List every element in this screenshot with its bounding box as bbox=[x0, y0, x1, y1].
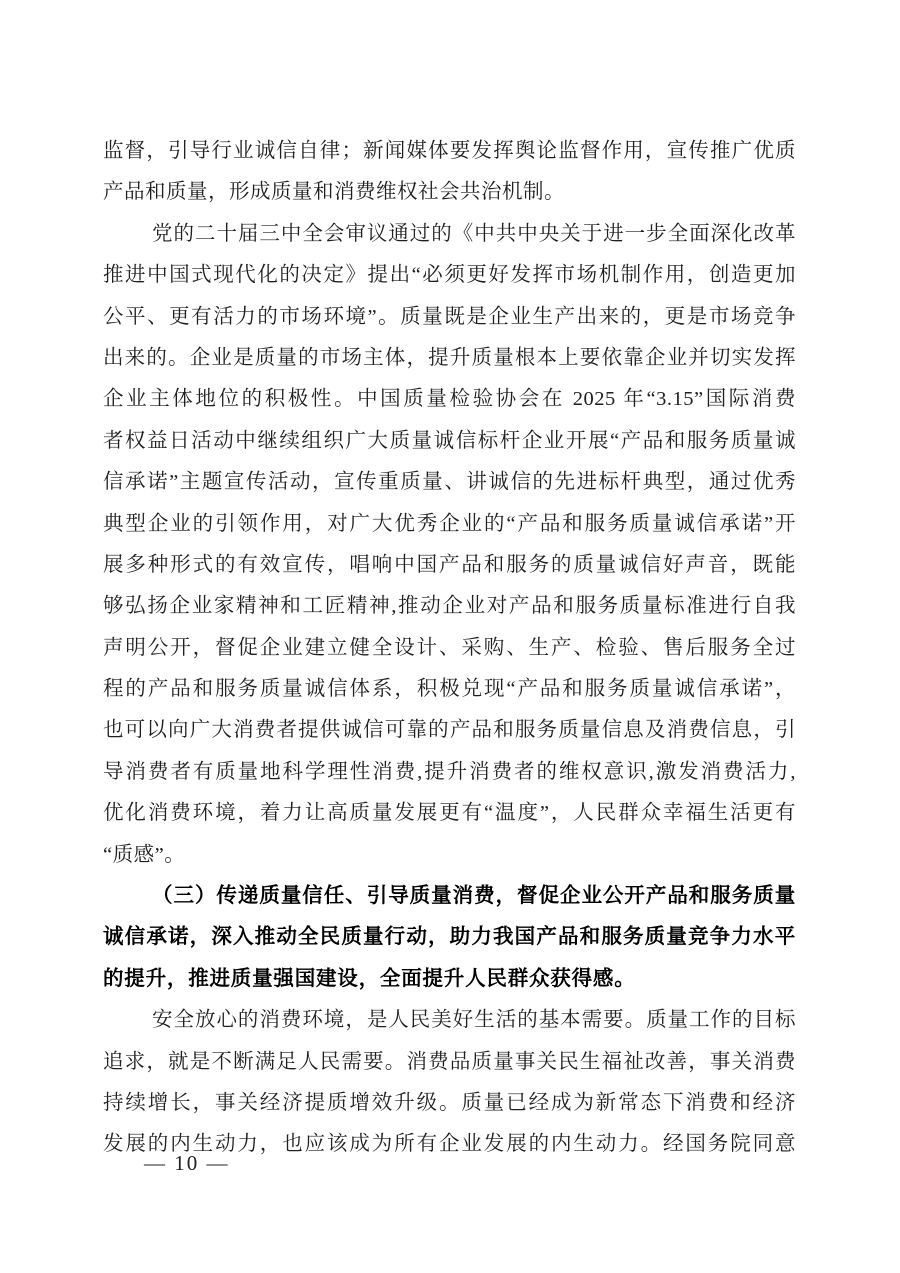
text-line-17: 优化消费环境，着力让高质量发展更有“温度”，人民群众幸福生活更有 bbox=[103, 802, 796, 825]
text-line-18: “质感”。 bbox=[103, 843, 186, 866]
text-line-7: 企业主体地位的积极性。中国质量检验协会在 2025 年“3.15”国际消费 bbox=[103, 388, 796, 411]
text-line-9: 信承诺”主题宣传活动，宣传重质量、讲诚信的先进标杆典型，通过优秀 bbox=[103, 471, 796, 494]
text-line-1: 监督，引导行业诚信自律；新闻媒体要发挥舆论监督作用，宣传推广优质 bbox=[103, 140, 796, 162]
text-line-15: 也可以向广大消费者提供诚信可靠的产品和服务质量信息及消费信息，引 bbox=[103, 719, 796, 742]
text-line-12: 够弘扬企业家精神和工匠精神,推动企业对产品和服务质量标准进行自我 bbox=[103, 595, 796, 618]
text-line-13: 声明公开，督促企业建立健全设计、采购、生产、检验、售后服务全过 bbox=[103, 636, 796, 659]
text-line-11: 展多种形式的有效宣传，唱响中国产品和服务的质量诚信好声音，既能 bbox=[103, 553, 796, 576]
text-line-22: 安全放心的消费环境，是人民美好生活的基本需要。质量工作的目标 bbox=[152, 1009, 796, 1032]
text-line-19: （三）传递质量信任、引导质量消费，督促企业公开产品和服务质量 bbox=[152, 885, 796, 908]
text-line-14: 程的产品和服务质量诚信体系，积极兑现“产品和服务质量诚信承诺”， bbox=[103, 678, 796, 701]
text-line-10: 典型企业的引领作用，对广大优秀企业的“产品和服务质量诚信承诺”开 bbox=[103, 512, 796, 535]
text-line-5: 公平、更有活力的市场环境”。质量既是企业生产出来的，更是市场竞争 bbox=[103, 305, 796, 328]
page-number: — 10 — bbox=[144, 1151, 230, 1175]
text-line-16: 导消费者有质量地科学理性消费,提升消费者的维权意识,激发消费活力, bbox=[103, 760, 796, 783]
text-line-24: 持续增长，事关经济提质增效升级。质量已经成为新常态下消费和经济 bbox=[103, 1091, 796, 1114]
text-line-23: 追求，就是不断满足人民需要。消费品质量事关民生福祉改善，事关消费 bbox=[103, 1050, 796, 1073]
text-line-21: 的提升，推进质量强国建设，全面提升人民群众获得感。 bbox=[103, 967, 636, 990]
text-line-25: 发展的内生动力，也应该成为所有企业发展的内生动力。经国务院同意 bbox=[103, 1133, 796, 1156]
text-line-8: 者权益日活动中继续组织广大质量诚信标杆企业开展“产品和服务质量诚 bbox=[103, 429, 796, 452]
text-line-3: 党的二十届三中全会审议通过的《中共中央关于进一步全面深化改革 bbox=[152, 222, 796, 245]
document-body bbox=[103, 131, 796, 1166]
text-line-4: 推进中国式现代化的决定》提出“必须更好发挥市场机制作用，创造更加 bbox=[103, 264, 796, 287]
text-line-6: 出来的。企业是质量的市场主体，提升质量根本上要依靠企业并切实发挥 bbox=[103, 346, 796, 369]
text-line-20: 诚信承诺，深入推动全民质量行动，助力我国产品和服务质量竞争力水平 bbox=[103, 926, 796, 949]
text-line-2: 产品和质量，形成质量和消费维权社会共治机制。 bbox=[103, 181, 565, 204]
